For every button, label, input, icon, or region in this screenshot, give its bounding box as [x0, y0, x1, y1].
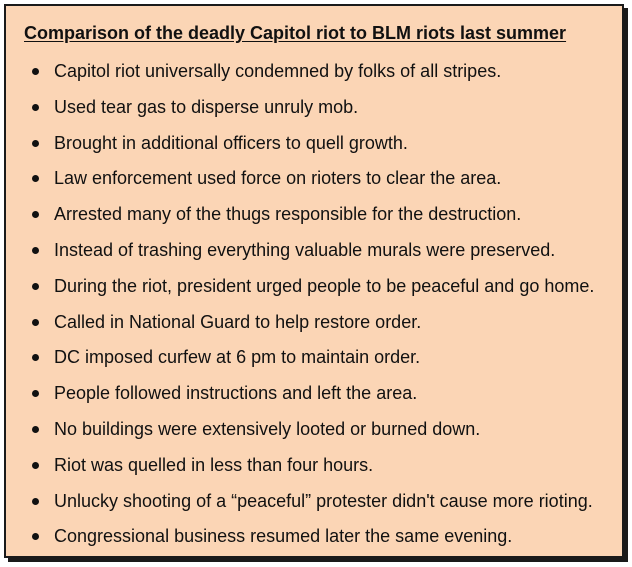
- list-item: [6, 346, 622, 382]
- list-item-text: Riot was quelled in less than four hours.: [54, 454, 374, 475]
- bullet-icon: [32, 68, 39, 75]
- bullet-icon: [32, 283, 39, 290]
- list-item-text: People followed instructions and left the area.: [54, 383, 418, 404]
- bullet-icon: [32, 498, 39, 505]
- bullet-icon: [32, 462, 39, 469]
- list-item-text: Used tear gas to disperse unruly mob.: [54, 96, 359, 117]
- bullet-icon: [32, 104, 39, 111]
- list-item: [6, 525, 622, 561]
- list-item-text: Capitol riot universally condemned by folks of all stripes.: [54, 61, 502, 81]
- list-item-text: Instead of trashing everything valuable murals were preserved.: [54, 239, 556, 260]
- list-item-text: Brought in additional officers to quell growth.: [54, 132, 408, 153]
- bullet-icon: [32, 354, 39, 361]
- list-item-text: During the riot, president urged people to be peaceful and go home.: [54, 275, 595, 296]
- bullet-icon: [32, 426, 39, 433]
- list-item: [6, 167, 622, 203]
- list-item-text: Law enforcement used force on rioters to clear the area.: [54, 168, 502, 189]
- list-item: [6, 454, 622, 490]
- list-item-text: Unlucky shooting of a “peaceful” protester didn't cause more rioting.: [54, 490, 593, 511]
- list-item: [6, 275, 622, 311]
- list-item: [6, 382, 622, 418]
- bullet-icon: [32, 175, 39, 182]
- bullet-icon: [32, 247, 39, 254]
- list-item: [6, 490, 622, 526]
- bullet-icon: [32, 390, 39, 397]
- list-item: [6, 239, 622, 275]
- list-item-text: Congressional business resumed later the same evening.: [54, 526, 513, 547]
- list-item: [6, 96, 622, 132]
- list-item-text: No buildings were extensively looted or burned down.: [54, 418, 481, 439]
- document-title: Comparison of the deadly Capitol riot to BLM riots last summer: [24, 23, 567, 43]
- bullet-icon: [32, 319, 39, 326]
- list-item: [6, 203, 622, 239]
- list-item: [6, 418, 622, 454]
- comparison-card: [4, 4, 624, 558]
- bullet-icon: [32, 211, 39, 218]
- list-item-text: DC imposed curfew at 6 pm to maintain order.: [54, 347, 421, 368]
- list-item-text: Arrested many of the thugs responsible for the destruction.: [54, 204, 522, 225]
- bullet-list: [6, 60, 622, 561]
- list-item: [6, 132, 622, 168]
- list-item: [6, 60, 622, 96]
- bullet-icon: [32, 533, 39, 540]
- bullet-icon: [32, 140, 39, 147]
- list-item: [6, 311, 622, 347]
- list-item-text: Called in National Guard to help restore order.: [54, 311, 422, 332]
